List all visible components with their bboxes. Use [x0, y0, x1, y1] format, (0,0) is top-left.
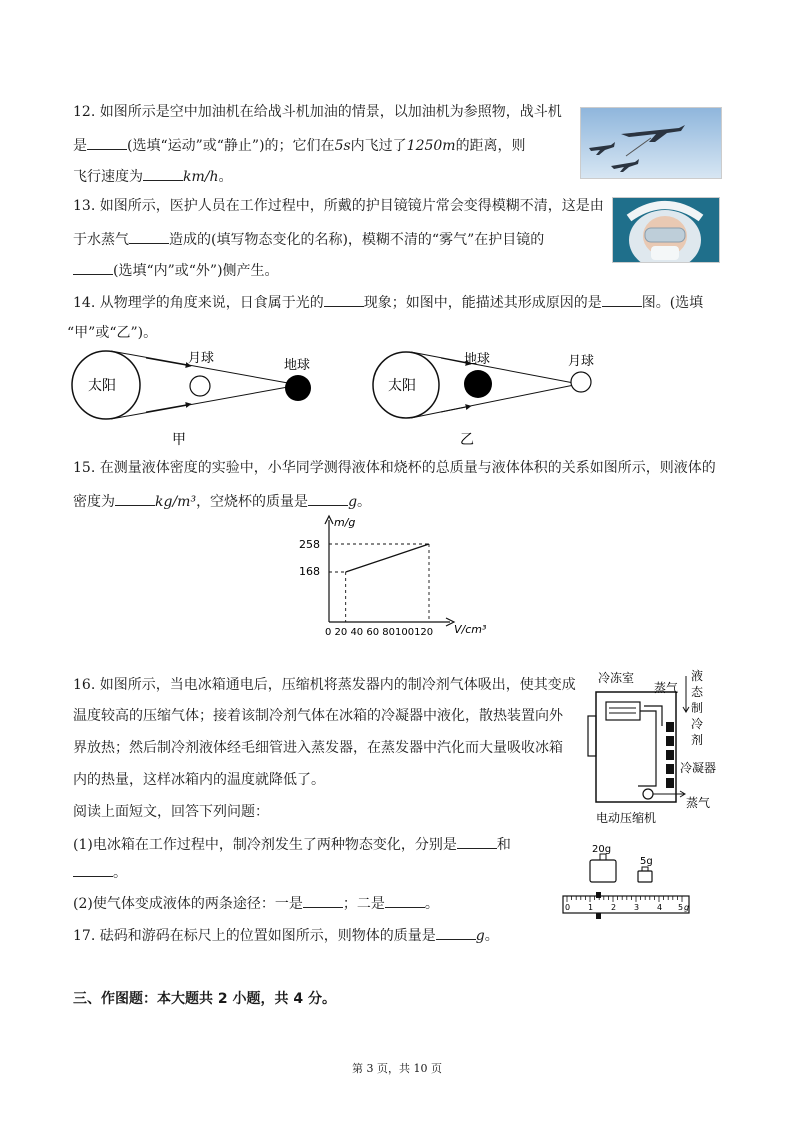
moon-right: [571, 372, 591, 392]
earth-right: [464, 370, 492, 398]
weight-5g: [638, 871, 652, 882]
q14-text-a: 14. 从物理学的角度来说，日食属于光的: [73, 295, 324, 311]
rider-bottom: [596, 913, 601, 919]
q16-sub2-text: (2)使气体变成液体的两条途径：一是: [73, 896, 303, 912]
liquid-label-5: 剂: [691, 733, 704, 747]
q12-line3: [73, 166, 233, 186]
q16-blank-3[interactable]: [303, 893, 343, 908]
y-tick-258: 258: [299, 538, 320, 551]
q12-text-f: 的距离，则: [455, 138, 526, 154]
eclipse-diagrams: [66, 345, 626, 450]
refrigerator-diagram: [584, 666, 724, 828]
q16-blank-1[interactable]: [457, 834, 497, 849]
q14-text-b: 现象；如图中，能描述其形成原因的是: [363, 295, 602, 311]
q14-blank-1[interactable]: [324, 292, 364, 307]
q17-line1: [73, 925, 499, 945]
q17-blank[interactable]: [436, 925, 476, 940]
graph-data-layer: [329, 544, 429, 622]
section-3-heading: 三、作图题：本大题共 2 小题，共 4 分。: [73, 991, 336, 1007]
q17-text: 17. 砝码和游码在标尺上的位置如图所示，则物体的质量是: [73, 928, 436, 944]
scale-2: 2: [611, 903, 617, 912]
q16-line1: 16. 如图所示，当电冰箱通电后，压缩机将蒸发器内的制冷剂气体吸出，使其变成: [73, 677, 576, 693]
q12-blank-2[interactable]: [143, 166, 183, 181]
q12-distance: 1250m: [406, 138, 456, 154]
earth-label-left: 地球: [284, 358, 311, 373]
mass-volume-graph: [295, 512, 495, 640]
q15-blank-1[interactable]: [115, 491, 155, 506]
earth-left: [285, 375, 311, 401]
page-footer: 第 3 页，共 10 页: [352, 1062, 442, 1075]
q15-text-a: 密度为: [73, 494, 115, 510]
q16-blank-4[interactable]: [385, 893, 425, 908]
diagram-jia: [72, 350, 311, 448]
moon-left: [190, 376, 210, 396]
moon-label-right: 月球: [568, 354, 595, 369]
q16-line2: 温度较高的压缩气体；接着该制冷剂气体在冰箱的冷凝器中液化，散热装置向外: [73, 708, 563, 724]
q16-sub1-cont: [73, 862, 127, 882]
condenser-label: 冷凝器: [680, 761, 717, 775]
q17-unit: g: [475, 928, 485, 944]
q16-sub1: [73, 834, 511, 854]
q15-line1: 15. 在测量液体密度的实验中，小华同学测得液体和烧杯的总质量与液体体积的关系如图所示，则液体的: [73, 460, 716, 476]
compressor-label: 电动压缩机: [596, 811, 657, 825]
liquid-label-3: 制: [691, 701, 704, 715]
freezer-compartment: [606, 702, 640, 720]
q12-unit: km/h: [183, 169, 219, 185]
q16-sub1-end: 。: [113, 865, 127, 881]
scale-unit: g: [684, 903, 690, 912]
balance-scale-figure: [560, 840, 700, 925]
q12-line2: [73, 135, 526, 155]
q12-end: 。: [218, 169, 233, 185]
q15-end: 。: [357, 494, 372, 510]
q16-blank-2[interactable]: [73, 862, 113, 877]
q13-blank-1[interactable]: [129, 229, 169, 244]
y-axis-label: m/g: [334, 516, 356, 529]
q13-text-b: 造成的(填写物态变化的名称)，模糊不清的“雾气”在护目镜的: [169, 232, 545, 248]
q15-line2: [73, 491, 371, 511]
q13-blank-2[interactable]: [73, 260, 113, 275]
q12-text-a: 是: [73, 138, 87, 154]
q16-sub2-end: 。: [424, 896, 439, 912]
rider-top: [596, 892, 601, 898]
data-line: [346, 544, 429, 572]
freezer-label: 冷冻室: [598, 671, 635, 685]
liquid-label-1: 液: [691, 669, 704, 683]
vapor-top-label: 蒸气: [654, 681, 679, 695]
q15-density-unit: kg/m³: [155, 494, 197, 510]
weight-20g-label: 20g: [592, 844, 612, 855]
q14-line1: [73, 292, 703, 312]
medical-worker-photo: [612, 197, 720, 263]
liquid-label-4: 冷: [691, 717, 704, 731]
q12-text-speed: 飞行速度为: [73, 169, 143, 185]
q16-sub2-mid: ；二是: [342, 896, 385, 912]
vapor-bottom-label: 蒸气: [686, 796, 711, 810]
scale-5: 5: [678, 903, 684, 912]
q13-line3: [73, 260, 279, 280]
q16-line3: 界放热；然后制冷剂液体经毛细管进入蒸发器，在蒸发器中汽化而大量吸收冰箱: [73, 740, 563, 756]
q14-line2: “甲”或“乙”)。: [67, 325, 158, 341]
moon-label-left: 月球: [188, 351, 215, 366]
q12-line1: 12. 如图所示是空中加油机在给战斗机加油的情景，以加油机为参照物，战斗机: [73, 104, 562, 120]
caption-jia: 甲: [172, 432, 186, 448]
scale-3: 3: [634, 903, 640, 912]
q14-text-c: 图。(选填: [641, 295, 704, 311]
compressor: [643, 789, 653, 799]
q16-line5: 阅读上面短文，回答下列问题：: [73, 804, 269, 820]
scale-1: 1: [588, 903, 594, 912]
q15-blank-2[interactable]: [308, 491, 348, 506]
scale-0: 0: [565, 903, 571, 912]
q13-text-c: (选填“内”或“外”)侧产生。: [113, 263, 279, 279]
sun-label-left: 太阳: [88, 378, 116, 394]
q15-text-c: ，空烧杯的质量是: [196, 494, 309, 510]
caption-yi: 乙: [460, 432, 474, 448]
earth-label-right: 地球: [464, 352, 491, 367]
y-tick-168: 168: [299, 565, 320, 578]
q14-blank-2[interactable]: [602, 292, 642, 307]
fridge-door-handle: [588, 716, 596, 756]
scale-ruler: [563, 896, 689, 913]
q13-text-a: 于水蒸气: [73, 232, 129, 248]
diagram-yi: [373, 351, 594, 448]
q16-sub1-text: (1)电冰箱在工作过程中，制冷剂发生了两种物态变化，分别是: [73, 837, 457, 853]
weight-5g-label: 5g: [640, 856, 653, 867]
weight-20g: [590, 860, 616, 882]
q12-time: 5s: [334, 138, 351, 154]
q12-text-b: (选填“运动”或“静止”)的；它们在: [127, 138, 335, 154]
q16-line4: 内的热量，这样冰箱内的温度就降低了。: [73, 772, 325, 788]
q15-mass-unit: g: [348, 494, 358, 510]
q12-text-d: 内飞过了: [350, 138, 407, 154]
scale-4: 4: [657, 903, 663, 912]
liquid-label-2: 态: [691, 685, 704, 699]
condenser-coils: [666, 722, 674, 788]
q17-end: 。: [484, 928, 499, 944]
q16-sub1-and: 和: [496, 837, 511, 853]
sun-label-right: 太阳: [388, 378, 416, 394]
x-axis-label: V/cm³: [454, 623, 487, 636]
refueling-aircraft-photo: [580, 107, 722, 179]
q13-line1: 13. 如图所示，医护人员在工作过程中，所戴的护目镜镜片常会变得模糊不清，这是由: [73, 198, 604, 214]
q13-line2: [73, 229, 544, 249]
x-tick-labels: 0 20 40 60 80100120: [325, 627, 434, 638]
q12-blank-1[interactable]: [87, 135, 127, 150]
q16-sub2: [73, 893, 439, 913]
